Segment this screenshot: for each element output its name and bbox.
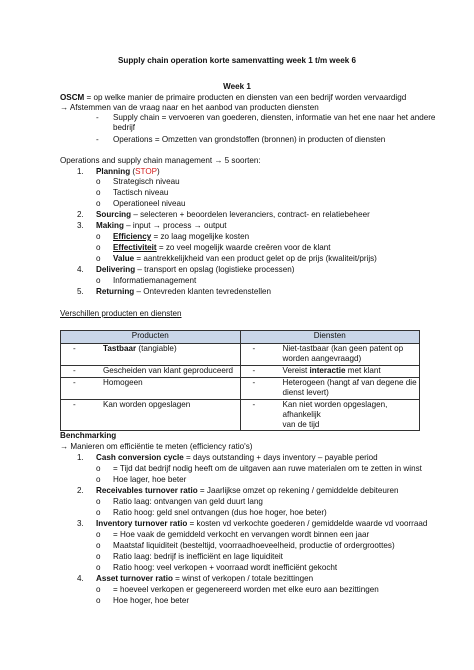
table-cell [61,366,241,378]
table-cell [240,400,420,431]
bullet-marker: o [96,243,101,252]
value-text: = aantrekkelijkheid van een product gelet op de prijs (kwaliteit/prijs) [134,254,377,263]
table-cell [61,344,241,366]
efficiency-term: Efficiency [113,232,152,241]
bullet-marker: o [96,177,101,186]
niet-opgeslagen-line-2: van de tijd [282,420,320,429]
planning-term: Planning [96,167,131,176]
value-term: Value [113,254,135,263]
rtr-detail: Ratio hoog: geld snel ontvangen (dus hoe hoger, hoe beter) [113,508,327,517]
returning-text: – Ontevreden klanten tevredenstellen [134,287,272,296]
list-number: 1. [77,453,84,462]
atr-detail: Hoe hoger, hoe beter [113,596,190,605]
dash-marker: - [252,344,256,353]
efficiency-item [113,232,249,242]
heterogeen-line-1: Heterogeen (hangt af van degene die [282,378,417,387]
manieren-text: Manieren om efficiëntie te meten (efficiency ratio's) [68,442,253,451]
dash-marker: - [73,366,76,375]
bullet-marker: o [96,497,101,506]
itr-detail: Ratio laag: bedrijf is inefficiënt en lage liquiditeit [113,552,283,561]
efficiency-text: = zo laag mogelijke kosten [151,232,250,241]
delivering-text: – transport en opslag (logistieke processen) [135,265,295,274]
arrow-icon: → [60,442,69,451]
list-number: 4. [77,265,84,274]
returning-term: Returning [96,287,135,296]
comparison-table [60,330,420,431]
five-types-line: Operations and supply chain management → 5 soorten: [60,156,261,165]
table-cell [61,378,241,400]
value-item [113,254,377,264]
making-text: – input → process → output [123,221,227,230]
table-row [61,400,420,431]
list-number: 2. [77,486,84,495]
sourcing-item [96,210,370,220]
ccc-term: Cash conversion cycle [96,453,184,462]
supply-chain-line-2: bedrijf [113,123,136,132]
bullet-marker: o [96,199,101,208]
table-cell [61,400,241,431]
afstemmen-text: Afstemmen van de vraag naar en het aanbod van producten diensten [68,103,319,112]
column-header-diensten: Diensten [240,331,420,344]
oscm-term: OSCM [60,93,85,102]
bullet-marker: o [96,508,101,517]
oscm-def-text: = op welke manier de primaire producten en diensten van een bedrijf worden vervaardigd [84,93,407,102]
rtr-text: = Jaarlijkse omzet op rekening / gemiddelde debiteuren [197,486,399,495]
interactie-term: interactie [309,366,346,375]
list-number: 5. [77,287,84,296]
column-header-producten: Producten [61,331,241,344]
niet-tastbaar-line-2: worden aangevraagd) [282,354,362,363]
table-cell [240,366,420,378]
gescheiden-text: Gescheiden van klant geproduceerd [103,366,234,375]
supply-chain-line-1: Supply chain = vervoeren van goederen, diensten, informatie van het ene naar het andere [113,113,436,122]
atr-detail: = hoeveel verkopen er gegenereerd worden met elke euro aan bezittingen [113,585,379,594]
bullet-marker: o [96,563,101,572]
list-number: 1. [77,167,84,176]
bullet-marker: o [96,585,101,594]
vereist-text: Vereist [282,366,310,375]
tastbaar-text: (tangiable) [136,344,177,353]
table-header-row [61,331,420,344]
dash-marker: - [73,378,76,387]
itr-term: Inventory turnover ratio [96,519,188,528]
paren-open: ( [130,167,136,176]
strategisch-item: Strategisch niveau [113,177,180,186]
ccc-detail: = Tijd dat bedrijf nodig heeft om de uitgaven aan ruwe materialen om te zetten in winst [113,464,422,473]
table-row [61,366,420,378]
itr-item [96,519,427,529]
itr-detail: Ratio hoog: veel verkopen + voorraad wordt inefficiënt gekocht [113,563,338,572]
rtr-detail: Ratio laag: ontvangen van geld duurt lang [113,497,263,506]
manieren-line [60,442,252,452]
ccc-detail: Hoe lager, hoe beter [113,475,187,484]
bullet-marker: o [96,464,101,473]
sourcing-text: – selecteren + beoordelen leveranciers, contract- en relatiebeheer [131,210,370,219]
dash-marker: - [252,366,256,375]
bullet-marker: o [96,232,101,241]
rtr-term: Receivables turnover ratio [96,486,198,495]
dash-marker: - [252,400,256,409]
arrow-icon: → [60,103,69,112]
table-cell [240,344,420,366]
paren-close: ) [157,167,160,176]
bullet-marker: o [96,541,101,550]
delivering-item [96,265,294,275]
itr-text: = kosten vd verkochte goederen / gemiddelde waarde vd voorraad [187,519,428,528]
ccc-item [96,453,378,463]
niet-opgeslagen-line-1: Kan niet worden opgeslagen, afhankelijk [282,400,388,419]
table-cell [240,378,420,400]
effectiviteit-text: = zo veel mogelijk waarde creëren voor de klant [156,243,331,252]
sourcing-term: Sourcing [96,210,132,219]
dash-marker: - [96,113,99,122]
benchmarking-heading: Benchmarking [60,431,117,440]
atr-item [96,574,313,584]
rtr-item [96,486,399,496]
bullet-marker: o [96,552,101,561]
dash-marker: - [73,400,76,409]
week-heading: Week 1 [223,82,251,91]
planning-item [96,167,160,177]
dash-marker: - [73,344,76,353]
itr-detail: Maatstaf liquiditeit (besteltijd, voorraadhoeveelheid, productie of ordergroottes) [113,541,395,550]
making-item [96,221,226,231]
ccc-text: = days outstanding + days inventory – payable period [183,453,378,462]
effectiviteit-item [113,243,331,253]
bullet-marker: o [96,188,101,197]
making-term: Making [96,221,124,230]
niet-tastbaar-line-1: Niet-tastbaar (kan geen patent op [282,344,404,353]
stop-text: STOP [135,167,158,176]
bullet-marker: o [96,475,101,484]
returning-item [96,287,271,297]
atr-term: Asset turnover ratio [96,574,173,583]
atr-text: = winst of verkopen / totale bezittingen [172,574,314,583]
tactisch-item: Tactisch niveau [113,188,169,197]
table-row [61,344,420,366]
bullet-marker: o [96,530,101,539]
dash-marker: - [252,378,256,387]
informatiemanagement-item: Informatiemanagement [113,276,197,285]
list-number: 4. [77,574,84,583]
effectiviteit-term: Effectiviteit [113,243,157,252]
list-number: 2. [77,210,84,219]
itr-detail: = Hoe vaak de gemiddeld verkocht en vervangen wordt binnen een jaar [113,530,370,539]
bullet-marker: o [96,254,101,263]
table-row [61,378,420,400]
tastbaar-term: Tastbaar [103,344,137,353]
delivering-term: Delivering [96,265,136,274]
document-title: Supply chain operation korte samenvatting week 1 t/m week 6 [118,56,356,65]
oscm-definition [60,93,406,103]
met-klant-text: met klant [345,366,381,375]
list-number: 3. [77,221,84,230]
operations-line: Operations = Omzetten van grondstoffen (bronnen) in producten of diensten [113,135,386,144]
afstemmen-line [60,103,319,113]
verschillen-heading: Verschillen producten en diensten [60,309,182,318]
list-number: 3. [77,519,84,528]
operationeel-item: Operationeel niveau [113,199,186,208]
bullet-marker: o [96,596,101,605]
bullet-marker: o [96,276,101,285]
heterogeen-line-2: dienst levert) [282,388,329,397]
opgeslagen-text: Kan worden opgeslagen [103,400,191,409]
dash-marker: - [96,135,99,144]
homogeen-text: Homogeen [103,378,143,387]
